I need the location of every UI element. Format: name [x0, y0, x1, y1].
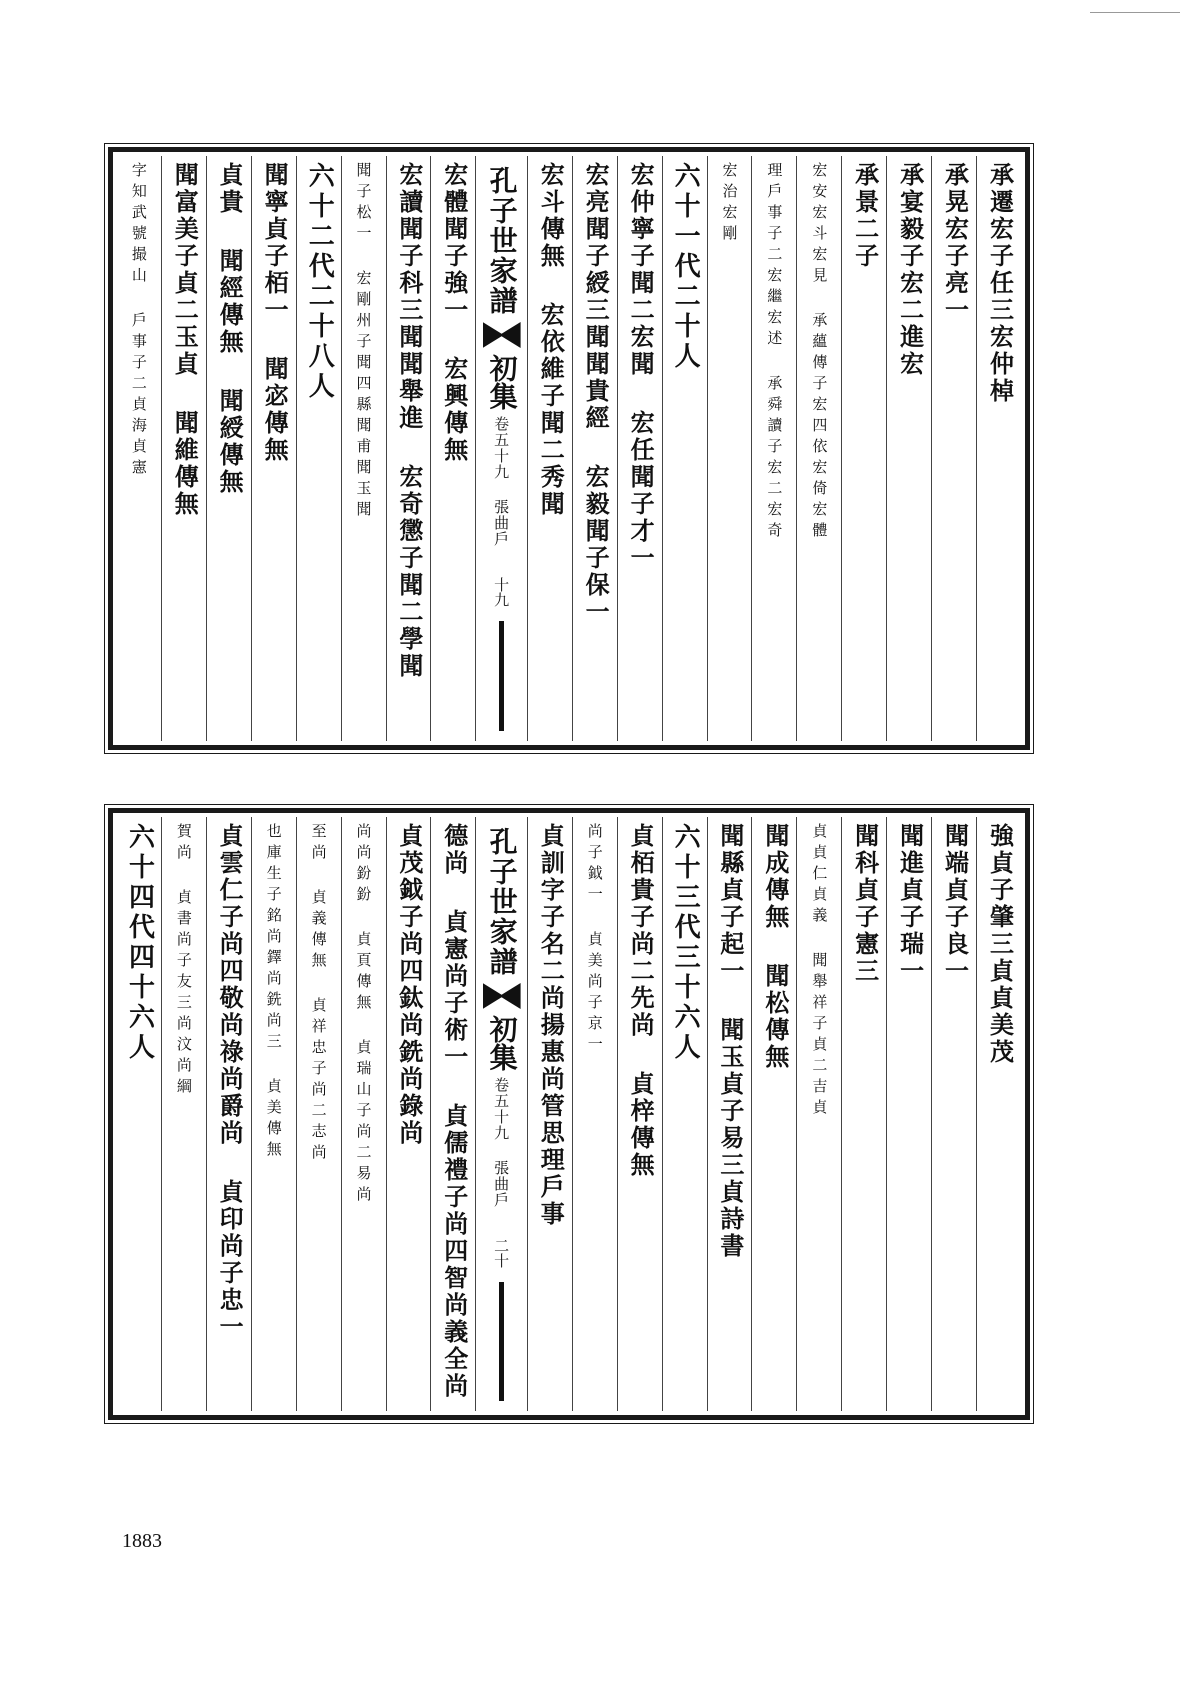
- annotation-column: [161, 817, 206, 1411]
- folio-number: 二十: [492, 1238, 511, 1268]
- column-text: 宏亮聞子綬三聞聞貴經 宏毅聞子保一: [581, 162, 611, 626]
- column-text: 宏體聞子強一 宏興傳無: [439, 162, 469, 464]
- entry-column: [430, 817, 475, 1411]
- column-text: 字知武號撮山 戶事子二貞海貞憲: [129, 162, 148, 480]
- entry-column: [617, 156, 662, 741]
- center-spine: [475, 817, 527, 1411]
- column-text: 尚子鉞一 貞美尚子京一: [585, 823, 604, 1057]
- entry-column: [841, 156, 886, 741]
- column-text: 貞茂鉞子尚四鈦尚銑尚錄尚: [394, 823, 424, 1147]
- column-text: 也庫生子銘尚鐸尚銑尚三 貞美傳無: [264, 823, 283, 1162]
- entry-column: [931, 817, 976, 1411]
- entry-column: [707, 817, 752, 1411]
- generation-text: 六十四代四十六人: [124, 823, 155, 1063]
- column-text: 承景二子: [850, 162, 880, 270]
- annotation-column: [796, 156, 841, 741]
- annotation-column: [751, 156, 796, 741]
- generation-text: 六十三代三十六人: [670, 823, 701, 1063]
- column-text: 聞富美子貞二玉貞 聞維傳無: [170, 162, 200, 518]
- column-text: 宏讀聞子科三聞聞舉進 宏奇懲子聞二學聞: [394, 162, 424, 680]
- entry-column: [617, 817, 662, 1411]
- generation-heading: [662, 817, 707, 1411]
- column-text: 聞縣貞子起一 聞玉貞子易三貞詩書: [715, 823, 745, 1260]
- entry-column: [386, 156, 431, 741]
- entry-column: [161, 156, 206, 741]
- spine-volume: 卷五十九 張曲戶: [492, 1077, 511, 1208]
- generation-text: 六十二代二十八人: [304, 162, 335, 402]
- entry-column: [841, 817, 886, 1411]
- column-text: 宏仲寧子聞二宏聞 宏任聞子才一: [626, 162, 656, 572]
- annotation-column: [341, 156, 386, 741]
- spine-edition: 初集: [485, 1015, 519, 1071]
- column-text: 至尚 貞義傳無 貞祥忠子尚二志尚: [309, 823, 328, 1165]
- annotation-column: [796, 817, 841, 1411]
- entry-column: [931, 156, 976, 741]
- column-text: 聞子松一 宏剛州子聞四縣聞甫聞玉聞: [354, 162, 373, 522]
- folio-number: 十九: [492, 577, 511, 607]
- annotation-column: [572, 817, 617, 1411]
- fishtail-ornament-icon: [483, 983, 521, 1009]
- genealogy-panel-lower: [108, 808, 1030, 1420]
- entry-column: [751, 817, 796, 1411]
- scan-edge-line: [1090, 12, 1180, 13]
- entry-column: [886, 817, 931, 1411]
- column-text: 聞寧貞子栢一 聞宓傳無: [260, 162, 290, 464]
- generation-heading: [117, 817, 161, 1411]
- center-spine: [475, 156, 527, 741]
- genealogy-panel-upper: [108, 147, 1030, 750]
- spine-volume: 卷五十九 張曲戶: [492, 416, 511, 547]
- column-text: 貞貴 聞經傳無 聞綬傳無: [215, 162, 245, 496]
- annotation-column: [296, 817, 341, 1411]
- column-text: 德尚 貞憲尚子術一 貞儒禮子尚四智尚義全尚: [439, 823, 469, 1400]
- column-text: 宏斗傳無 宏依維子聞二秀聞: [536, 162, 566, 518]
- column-text: 宏治宏剛: [720, 162, 739, 246]
- entry-column: [886, 156, 931, 741]
- entry-column: [976, 156, 1021, 741]
- column-text: 賀尚 貞書尚子友三尚汶尚綱: [174, 823, 193, 1099]
- column-text: 承宴毅子宏二進宏: [895, 162, 925, 378]
- fishtail-ornament-icon: [483, 322, 521, 348]
- entry-column: [976, 817, 1021, 1411]
- entry-column: [251, 156, 296, 741]
- spine-rule: [499, 1282, 504, 1401]
- column-text: 貞貞仁貞義 聞舉祥子貞二吉貞: [810, 823, 829, 1120]
- entry-column: [386, 817, 431, 1411]
- spine-edition: 初集: [485, 354, 519, 410]
- entry-column: [527, 817, 572, 1411]
- column-text: 承晃宏子亮一: [940, 162, 970, 324]
- entry-column: [527, 156, 572, 741]
- entry-column: [572, 156, 617, 741]
- column-text: 宏安宏斗宏見 承蘊傳子宏四依宏倚宏體: [810, 162, 829, 543]
- column-strip: [117, 817, 1021, 1411]
- entry-column: [206, 156, 251, 741]
- entry-column: [206, 817, 251, 1411]
- column-text: 聞端貞子良一: [940, 823, 970, 985]
- generation-heading: [662, 156, 707, 741]
- column-strip: [117, 156, 1021, 741]
- spine-rule: [499, 621, 504, 731]
- column-text: 聞進貞子瑞一: [895, 823, 925, 985]
- spine-title: 孔子世家譜: [485, 166, 519, 316]
- annotation-column: [707, 156, 752, 741]
- annotation-column: [341, 817, 386, 1411]
- column-text: 貞雲仁子尚四敬尚祿尚爵尚 貞印尚子忠一: [215, 823, 245, 1341]
- annotation-column: [251, 817, 296, 1411]
- column-text: 貞訓字子名二尚揚惠尚管思理戶事: [536, 823, 566, 1228]
- generation-text: 六十一代二十人: [670, 162, 701, 372]
- column-text: 尚尚鈖鈖 貞頁傳無 貞瑞山子尚二易尚: [354, 823, 373, 1207]
- page-number: 1883: [122, 1530, 162, 1552]
- entry-column: [430, 156, 475, 741]
- spine-title: 孔子世家譜: [485, 827, 519, 977]
- column-text: 聞科貞子憲三: [850, 823, 880, 985]
- column-text: 理戶事子二宏繼宏述 承舜讀子宏二宏奇: [765, 162, 784, 543]
- column-text: 聞成傳無 聞松傳無: [760, 823, 790, 1071]
- column-text: 貞栢貴子尚二先尚 貞梓傳無: [626, 823, 656, 1179]
- column-text: 強貞子肇三貞貞美茂: [985, 823, 1015, 1066]
- generation-heading: [296, 156, 341, 741]
- column-text: 承遷宏子任三宏仲棹: [985, 162, 1015, 405]
- annotation-column: [117, 156, 161, 741]
